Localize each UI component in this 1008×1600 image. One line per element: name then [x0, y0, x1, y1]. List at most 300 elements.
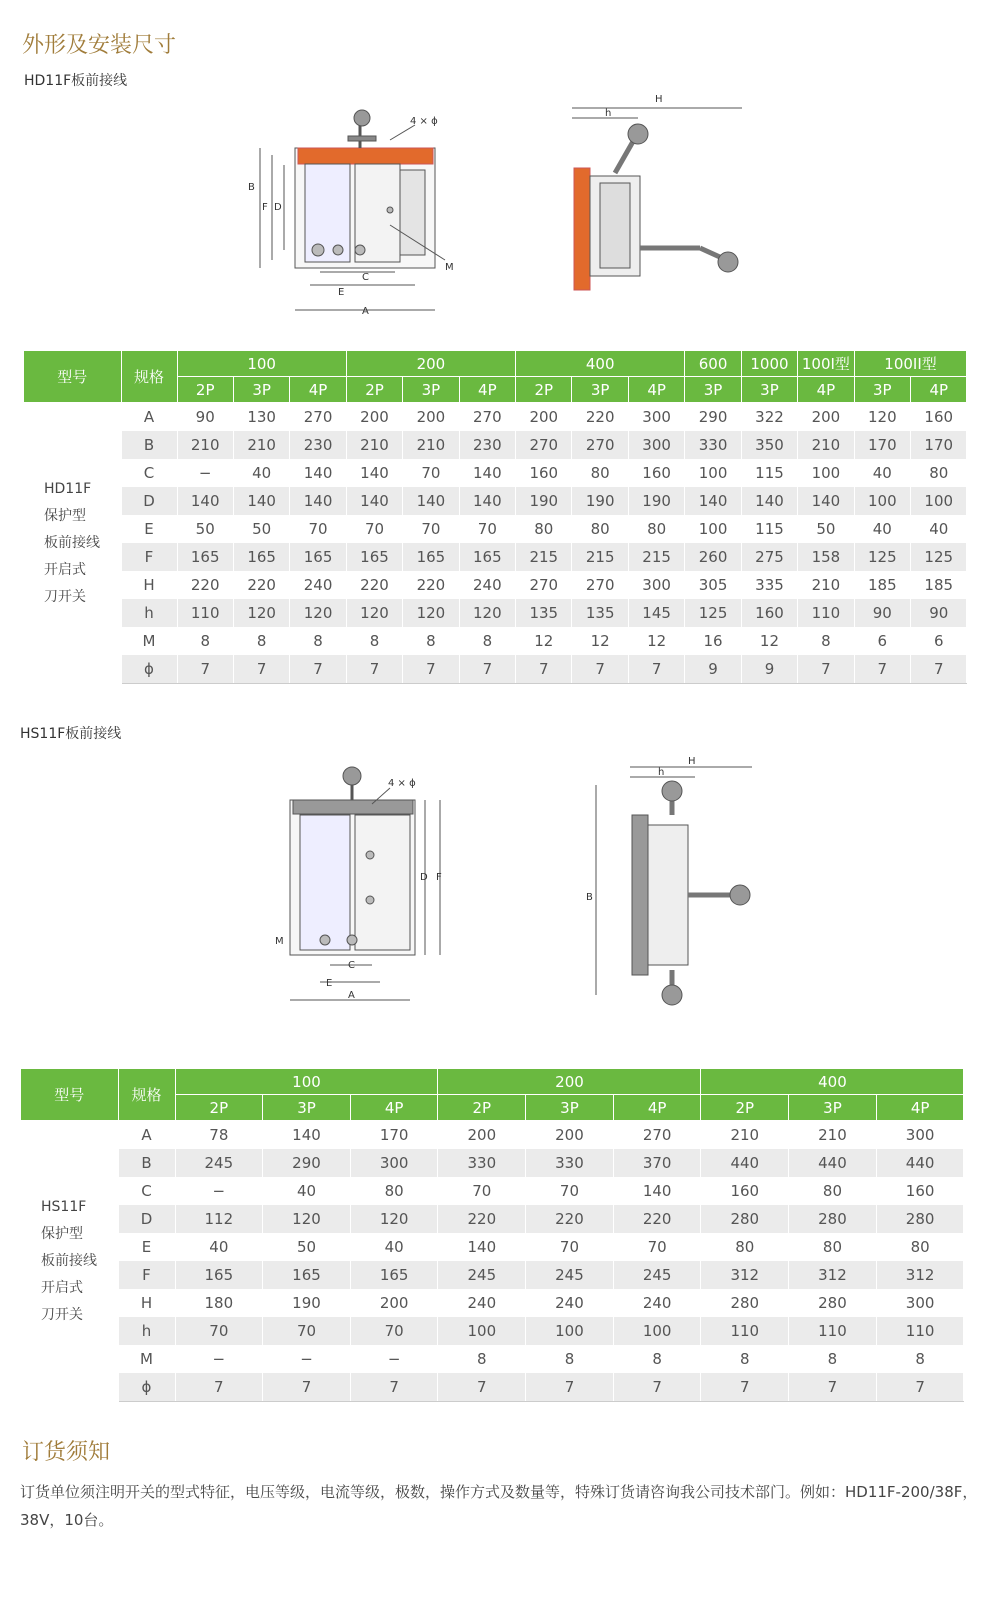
hs-label-E: E — [326, 978, 333, 989]
table-cell: 290 — [685, 403, 741, 432]
table-cell: 8 — [613, 1345, 701, 1373]
table-row — [24, 487, 967, 515]
table-cell: 50 — [798, 515, 854, 543]
hs-label-C: C — [348, 960, 355, 971]
table-cell: 7 — [854, 655, 910, 684]
table-cell: 140 — [346, 459, 402, 487]
table-cell: 7 — [526, 1373, 614, 1402]
table-cell: 180 — [175, 1289, 263, 1317]
table-cell: 300 — [628, 403, 684, 432]
table-cell: 115 — [741, 515, 797, 543]
hs-label-F: F — [436, 872, 442, 883]
table-cell: 115 — [741, 459, 797, 487]
table-cell: 170 — [350, 1121, 438, 1150]
table-cell: 210 — [789, 1121, 877, 1150]
hs-model-name — [21, 1121, 118, 1402]
table-row — [24, 655, 967, 684]
table-cell: 12 — [741, 627, 797, 655]
table-cell: 158 — [798, 543, 854, 571]
table-cell: 70 — [438, 1177, 526, 1205]
dimension-label: B — [121, 431, 177, 459]
table-cell: 140 — [741, 487, 797, 515]
hd-subtitle: HD11F板前接线 — [24, 73, 128, 89]
table-cell: 240 — [438, 1289, 526, 1317]
table-cell: 440 — [876, 1149, 964, 1177]
table-cell: 50 — [263, 1233, 351, 1261]
table-cell: 170 — [854, 431, 910, 459]
table-cell: 220 — [346, 571, 402, 599]
hd-label-h: h — [605, 108, 612, 119]
table-cell: 16 — [685, 627, 741, 655]
model-line: 板前接线 — [44, 534, 100, 551]
table-cell: 6 — [911, 627, 967, 655]
table-cell: 305 — [685, 571, 741, 599]
model-line: 板前接线 — [41, 1252, 97, 1269]
hd-group-header: 100I型 — [798, 351, 854, 377]
hd-pole-header: 4P — [628, 377, 684, 403]
hd-label-A: A — [362, 306, 369, 317]
table-cell: 220 — [177, 571, 233, 599]
table-row — [24, 571, 967, 599]
table-cell: 8 — [438, 1345, 526, 1373]
table-cell: 245 — [438, 1261, 526, 1289]
dimension-label: h — [121, 599, 177, 627]
table-cell: 210 — [798, 431, 854, 459]
table-cell: 90 — [177, 403, 233, 432]
hd-pole-header: 3P — [233, 377, 289, 403]
table-cell: 220 — [233, 571, 289, 599]
table-cell: 210 — [346, 431, 402, 459]
table-cell: 8 — [701, 1345, 789, 1373]
table-cell: 7 — [613, 1373, 701, 1402]
hd-pole-header: 2P — [177, 377, 233, 403]
table-cell: 350 — [741, 431, 797, 459]
table-cell: 7 — [572, 655, 628, 684]
table-cell: 70 — [403, 459, 459, 487]
table-cell: 7 — [290, 655, 346, 684]
table-cell: 160 — [516, 459, 572, 487]
table-cell: 312 — [701, 1261, 789, 1289]
table-cell: 100 — [526, 1317, 614, 1345]
table-cell: 270 — [613, 1121, 701, 1150]
table-cell: − — [350, 1345, 438, 1373]
hs-subtitle: HS11F板前接线 — [20, 726, 122, 742]
table-cell: 120 — [459, 599, 515, 627]
hs-label-A: A — [348, 990, 355, 1001]
table-cell: 40 — [854, 515, 910, 543]
table-cell: 270 — [290, 403, 346, 432]
hs-label-B: B — [586, 892, 593, 903]
table-cell: 50 — [233, 515, 289, 543]
table-row — [24, 627, 967, 655]
model-line: HD11F — [44, 480, 92, 497]
dimension-label: F — [118, 1261, 175, 1289]
hd-front-view-diagram — [240, 100, 470, 320]
table-cell: 100 — [685, 459, 741, 487]
table-cell: 200 — [516, 403, 572, 432]
table-cell: 245 — [526, 1261, 614, 1289]
table-cell: 7 — [876, 1373, 964, 1402]
table-cell: 80 — [876, 1233, 964, 1261]
table-cell: 322 — [741, 403, 797, 432]
hs-group-header: 100 — [175, 1069, 438, 1095]
table-row — [24, 431, 967, 459]
table-cell: 120 — [263, 1205, 351, 1233]
table-cell: 100 — [854, 487, 910, 515]
table-cell: 70 — [350, 1317, 438, 1345]
dimension-label: A — [118, 1121, 175, 1150]
table-cell: 7 — [911, 655, 967, 684]
table-cell: 8 — [346, 627, 402, 655]
table-row — [21, 1289, 964, 1317]
table-cell: 8 — [403, 627, 459, 655]
table-cell: 165 — [350, 1261, 438, 1289]
table-row — [21, 1233, 964, 1261]
dimension-label: M — [118, 1345, 175, 1373]
table-cell: 70 — [346, 515, 402, 543]
hd-head-spec: 规格 — [121, 351, 177, 403]
table-cell: − — [177, 459, 233, 487]
table-cell: 7 — [701, 1373, 789, 1402]
model-line: 保护型 — [41, 1225, 83, 1242]
hd-label-holes: 4 × ϕ — [410, 116, 438, 127]
order-notice-text: 订货单位须注明开关的型式特征，电压等级，电流等级，极数，操作方式及数量等，特殊订货请咨询我公司技术部门。例如：HD11F-200/38F，38V，10台。 — [20, 1483, 978, 1529]
table-cell: 200 — [526, 1121, 614, 1150]
dimension-label: F — [121, 543, 177, 571]
hd-pole-header: 3P — [403, 377, 459, 403]
hs-head-spec: 规格 — [118, 1069, 175, 1121]
table-cell: 6 — [854, 627, 910, 655]
table-cell: 125 — [685, 599, 741, 627]
table-cell: 300 — [628, 431, 684, 459]
hs-label-holes: 4 × ϕ — [388, 778, 416, 789]
table-cell: 100 — [911, 487, 967, 515]
hd-pole-header: 3P — [685, 377, 741, 403]
model-line: 保护型 — [44, 507, 86, 524]
hs-head-model: 型号 — [21, 1069, 118, 1121]
table-row — [21, 1177, 964, 1205]
table-cell: 110 — [789, 1317, 877, 1345]
table-cell: 220 — [526, 1205, 614, 1233]
table-row — [21, 1121, 964, 1150]
hs-pole-header: 4P — [350, 1095, 438, 1121]
table-row — [21, 1149, 964, 1177]
table-cell: 7 — [233, 655, 289, 684]
table-cell: 8 — [459, 627, 515, 655]
table-cell: 80 — [516, 515, 572, 543]
hd-pole-header: 2P — [516, 377, 572, 403]
table-cell: 270 — [516, 571, 572, 599]
table-cell: 120 — [346, 599, 402, 627]
table-cell: 140 — [233, 487, 289, 515]
table-cell: 135 — [516, 599, 572, 627]
table-cell: 8 — [177, 627, 233, 655]
table-cell: 200 — [346, 403, 402, 432]
table-cell: 280 — [876, 1205, 964, 1233]
table-cell: 280 — [701, 1205, 789, 1233]
table-cell: 100 — [438, 1317, 526, 1345]
table-cell: 330 — [526, 1149, 614, 1177]
dimension-label: A — [121, 403, 177, 432]
table-cell: 270 — [459, 403, 515, 432]
table-cell: 80 — [911, 459, 967, 487]
table-cell: 230 — [290, 431, 346, 459]
table-cell: 130 — [233, 403, 289, 432]
table-cell: 165 — [459, 543, 515, 571]
table-cell: 240 — [613, 1289, 701, 1317]
table-cell: 312 — [876, 1261, 964, 1289]
table-cell: − — [175, 1345, 263, 1373]
table-cell: 8 — [789, 1345, 877, 1373]
table-cell: 7 — [175, 1373, 263, 1402]
table-cell: 145 — [628, 599, 684, 627]
table-cell: 7 — [346, 655, 402, 684]
table-cell: 160 — [628, 459, 684, 487]
table-cell: 210 — [177, 431, 233, 459]
table-cell: 78 — [175, 1121, 263, 1150]
table-cell: 40 — [175, 1233, 263, 1261]
table-cell: 160 — [876, 1177, 964, 1205]
table-cell: 100 — [613, 1317, 701, 1345]
dimension-label: h — [118, 1317, 175, 1345]
table-cell: 7 — [403, 655, 459, 684]
table-cell: 240 — [290, 571, 346, 599]
hd-label-E: E — [338, 287, 345, 298]
table-cell: 80 — [572, 459, 628, 487]
hs-front-view-diagram — [260, 760, 470, 1010]
dimension-label: D — [118, 1205, 175, 1233]
table-cell: 210 — [233, 431, 289, 459]
hs-group-header: 400 — [701, 1069, 964, 1095]
table-cell: 70 — [263, 1317, 351, 1345]
table-cell: 245 — [175, 1149, 263, 1177]
table-cell: 140 — [346, 487, 402, 515]
hd-pole-header: 4P — [798, 377, 854, 403]
table-cell: 280 — [789, 1205, 877, 1233]
table-cell: 185 — [854, 571, 910, 599]
table-row — [21, 1345, 964, 1373]
hs-pole-header: 3P — [526, 1095, 614, 1121]
dimension-label: H — [121, 571, 177, 599]
dimension-label: C — [118, 1177, 175, 1205]
hd-head-model: 型号 — [24, 351, 121, 403]
dimension-label: D — [121, 487, 177, 515]
table-cell: 120 — [290, 599, 346, 627]
hd-group-header: 100II型 — [854, 351, 967, 377]
table-cell: 40 — [350, 1233, 438, 1261]
hd-pole-header: 4P — [911, 377, 967, 403]
table-cell: 40 — [911, 515, 967, 543]
table-cell: 440 — [701, 1149, 789, 1177]
table-cell: 80 — [789, 1177, 877, 1205]
table-cell: 165 — [233, 543, 289, 571]
table-cell: 165 — [290, 543, 346, 571]
hd-label-M: M — [445, 262, 454, 273]
table-row — [24, 599, 967, 627]
model-line: 刀开关 — [41, 1306, 83, 1323]
table-cell: 200 — [350, 1289, 438, 1317]
table-cell: 190 — [516, 487, 572, 515]
table-cell: 220 — [572, 403, 628, 432]
table-cell: 165 — [263, 1261, 351, 1289]
table-cell: 8 — [233, 627, 289, 655]
table-row — [21, 1205, 964, 1233]
table-cell: 40 — [854, 459, 910, 487]
table-row — [21, 1317, 964, 1345]
table-cell: 200 — [403, 403, 459, 432]
table-cell: 8 — [526, 1345, 614, 1373]
table-cell: 270 — [572, 571, 628, 599]
table-cell: 140 — [177, 487, 233, 515]
table-cell: 200 — [798, 403, 854, 432]
model-line: HS11F — [41, 1198, 87, 1215]
table-cell: 90 — [854, 599, 910, 627]
table-cell: 70 — [403, 515, 459, 543]
hd-side-view-diagram — [560, 88, 760, 308]
table-cell: 70 — [175, 1317, 263, 1345]
table-cell: 7 — [516, 655, 572, 684]
table-cell: 270 — [516, 431, 572, 459]
model-line: 开启式 — [41, 1279, 83, 1296]
table-cell: 240 — [459, 571, 515, 599]
table-cell: 330 — [685, 431, 741, 459]
table-cell: 80 — [572, 515, 628, 543]
hs-pole-header: 2P — [175, 1095, 263, 1121]
hs-pole-header: 3P — [263, 1095, 351, 1121]
table-cell: 280 — [789, 1289, 877, 1317]
table-cell: 110 — [876, 1317, 964, 1345]
table-cell: 165 — [175, 1261, 263, 1289]
table-cell: 90 — [911, 599, 967, 627]
model-line: 开启式 — [44, 561, 86, 578]
table-cell: 240 — [526, 1289, 614, 1317]
table-cell: 140 — [685, 487, 741, 515]
table-cell: 210 — [403, 431, 459, 459]
hs-label-h: h — [658, 767, 665, 778]
hd-spec-table — [24, 351, 967, 684]
hs-pole-header: 3P — [789, 1095, 877, 1121]
table-cell: 230 — [459, 431, 515, 459]
table-cell: 220 — [613, 1205, 701, 1233]
dimension-label: E — [121, 515, 177, 543]
table-cell: 245 — [613, 1261, 701, 1289]
table-row — [24, 543, 967, 571]
hd-model-name — [24, 403, 121, 684]
table-cell: 140 — [459, 487, 515, 515]
table-cell: 110 — [701, 1317, 789, 1345]
table-cell: 140 — [403, 487, 459, 515]
table-cell: 370 — [613, 1149, 701, 1177]
table-cell: 185 — [911, 571, 967, 599]
hs-label-M: M — [275, 936, 284, 947]
table-cell: 70 — [290, 515, 346, 543]
table-row — [24, 515, 967, 543]
table-cell: 140 — [438, 1233, 526, 1261]
table-row — [21, 1261, 964, 1289]
table-cell: 120 — [233, 599, 289, 627]
dimension-label: ϕ — [118, 1373, 175, 1402]
table-cell: 140 — [459, 459, 515, 487]
hd-pole-header: 4P — [290, 377, 346, 403]
hs-pole-header: 2P — [701, 1095, 789, 1121]
hd-label-D: D — [274, 202, 282, 213]
hs-label-H: H — [688, 756, 696, 767]
table-cell: 140 — [613, 1177, 701, 1205]
table-cell: 165 — [403, 543, 459, 571]
table-cell: 120 — [403, 599, 459, 627]
table-cell: 80 — [350, 1177, 438, 1205]
hd-group-header: 400 — [516, 351, 685, 377]
table-row — [24, 403, 967, 432]
table-cell: 140 — [263, 1121, 351, 1150]
table-cell: 260 — [685, 543, 741, 571]
table-cell: 160 — [701, 1177, 789, 1205]
table-cell: 9 — [685, 655, 741, 684]
hs-label-D: D — [420, 872, 428, 883]
table-cell: 40 — [233, 459, 289, 487]
table-cell: 200 — [438, 1121, 526, 1150]
table-cell: 190 — [263, 1289, 351, 1317]
table-cell: 125 — [911, 543, 967, 571]
table-cell: − — [175, 1177, 263, 1205]
table-cell: 9 — [741, 655, 797, 684]
table-cell: 140 — [290, 459, 346, 487]
table-cell: 165 — [177, 543, 233, 571]
table-cell: 165 — [346, 543, 402, 571]
table-cell: 270 — [572, 431, 628, 459]
table-cell: 300 — [876, 1121, 964, 1150]
table-row — [21, 1373, 964, 1402]
hd-label-C: C — [362, 272, 369, 283]
table-cell: 80 — [628, 515, 684, 543]
dimension-label: E — [118, 1233, 175, 1261]
table-cell: 80 — [701, 1233, 789, 1261]
table-cell: 7 — [459, 655, 515, 684]
table-cell: 120 — [350, 1205, 438, 1233]
table-cell: 80 — [789, 1233, 877, 1261]
hs-side-view-diagram — [580, 755, 770, 1015]
dimension-label: M — [121, 627, 177, 655]
table-cell: 300 — [876, 1289, 964, 1317]
table-cell: 110 — [798, 599, 854, 627]
table-cell: 7 — [789, 1373, 877, 1402]
table-cell: 7 — [263, 1373, 351, 1402]
table-cell: 140 — [290, 487, 346, 515]
table-cell: 335 — [741, 571, 797, 599]
hd-group-header: 100 — [177, 351, 346, 377]
hd-label-F: F — [262, 202, 268, 213]
dimension-label: C — [121, 459, 177, 487]
hd-pole-header: 3P — [854, 377, 910, 403]
table-cell: 70 — [459, 515, 515, 543]
table-cell: 110 — [177, 599, 233, 627]
table-cell: 330 — [438, 1149, 526, 1177]
hs-group-header: 200 — [438, 1069, 701, 1095]
table-cell: 190 — [628, 487, 684, 515]
dimension-label: B — [118, 1149, 175, 1177]
table-cell: 12 — [628, 627, 684, 655]
table-cell: 290 — [263, 1149, 351, 1177]
table-cell: 120 — [854, 403, 910, 432]
table-cell: 220 — [403, 571, 459, 599]
table-cell: 215 — [516, 543, 572, 571]
table-cell: 8 — [876, 1345, 964, 1373]
table-cell: 210 — [701, 1121, 789, 1150]
order-notice-title: 订货须知 — [22, 1440, 111, 1465]
model-line: 刀开关 — [44, 588, 86, 605]
hd-pole-header: 2P — [346, 377, 402, 403]
table-cell: 125 — [854, 543, 910, 571]
